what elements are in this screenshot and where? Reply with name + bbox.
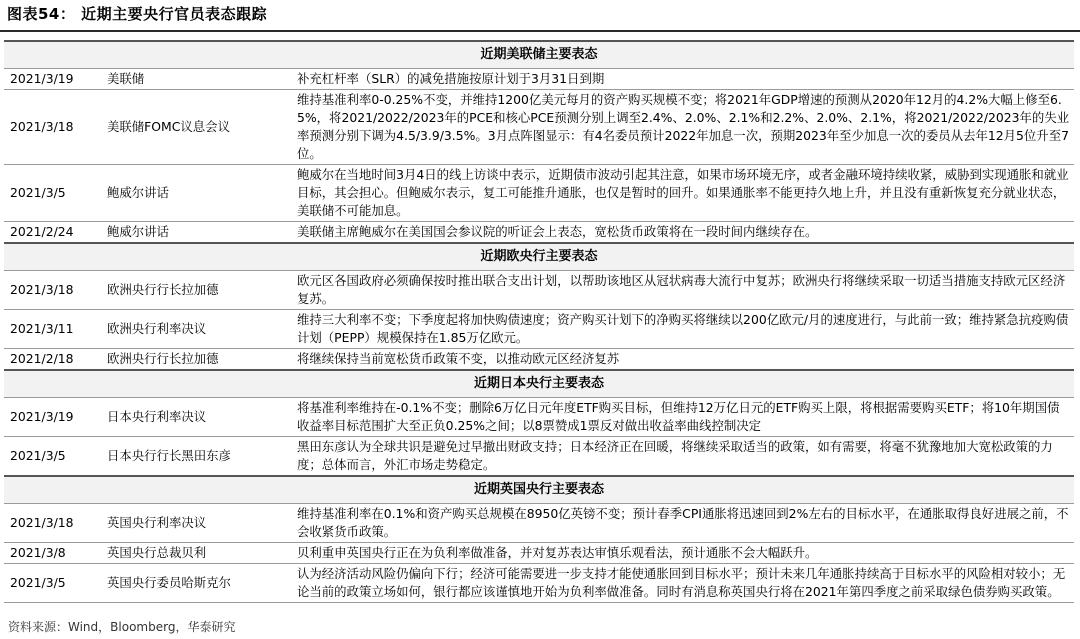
row-content: 维持基准利率在0.1%和资产购买总规模在8950亿英镑不变；预计春季CPI通胀将迅速回到2%左右的目标水平，在通胀取得良好进展之前，不会收紧货币政策。 <box>293 504 1074 543</box>
central-bank-table <box>4 40 1074 603</box>
row-date: 2021/2/18 <box>4 349 101 371</box>
table-row <box>4 398 1074 437</box>
row-date: 2021/3/11 <box>4 310 101 349</box>
row-content: 将继续保持当前宽松货币政策不变，以推动欧元区经济复苏 <box>293 349 1074 371</box>
section-heading: 近期欧央行主要表态 <box>4 243 1074 271</box>
source-note: 资料来源：Wind，Bloomberg，华泰研究 <box>8 620 236 634</box>
section-header-fed <box>4 41 1074 69</box>
row-event: 美联储 <box>101 69 293 90</box>
row-content: 贝利重申英国央行正在为负利率做准备，并对复苏表达审慎乐观看法，预计通胀不会大幅跃升。 <box>293 543 1074 564</box>
table-row <box>4 222 1074 244</box>
row-date: 2021/3/5 <box>4 564 101 603</box>
row-content: 美联储主席鲍威尔在美国国会参议院的听证会上表态，宽松货币政策将在一段时间内继续存在。 <box>293 222 1074 244</box>
table-row <box>4 437 1074 477</box>
row-content: 维持基准利率0-0.25%不变，并维持1200亿美元每月的资产购买规模不变；将2021年GDP增速的预测从2020年12月的4.2%大幅上修至6.5%，将2021/2022/2023年的PCE和核心PCE预测分别上调至2.4%、2.0%、2.1%和2.2%、2.0%、2.1%，将2021/2022/2023年的失业率预测分别下调为4.5/3.9/3.5%。3月点阵图显示：有4名委员预计2022年加息一次，预期2023年至少加息一次的委员从去年12月5位升至7位。 <box>293 90 1074 165</box>
table-row <box>4 504 1074 543</box>
table-row <box>4 349 1074 371</box>
row-event: 英国央行利率决议 <box>101 504 293 543</box>
table-row <box>4 564 1074 603</box>
row-date: 2021/3/8 <box>4 543 101 564</box>
row-event: 欧洲央行利率决议 <box>101 310 293 349</box>
section-heading: 近期英国央行主要表态 <box>4 476 1074 504</box>
table-row <box>4 543 1074 564</box>
section-heading: 近期日本央行主要表态 <box>4 370 1074 398</box>
row-date: 2021/3/18 <box>4 504 101 543</box>
row-date: 2021/3/19 <box>4 69 101 90</box>
row-date: 2021/2/24 <box>4 222 101 244</box>
row-event: 鲍威尔讲话 <box>101 165 293 222</box>
row-date: 2021/3/5 <box>4 437 101 477</box>
row-date: 2021/3/5 <box>4 165 101 222</box>
table-row <box>4 271 1074 310</box>
row-event: 欧洲央行行长拉加德 <box>101 271 293 310</box>
table-row <box>4 90 1074 165</box>
row-event: 日本央行利率决议 <box>101 398 293 437</box>
section-header-boj <box>4 370 1074 398</box>
section-header-ecb <box>4 243 1074 271</box>
row-event: 英国央行总裁贝利 <box>101 543 293 564</box>
section-header-boe <box>4 476 1074 504</box>
row-content: 将基准利率维持在-0.1%不变；删除6万亿日元年度ETF购买目标，但维持12万亿日元的ETF购买上限，将根据需要购买ETF；将10年期国债收益率目标范围扩大至正负0.25%之间；以8票赞成1票反对做出收益率曲线控制决定 <box>293 398 1074 437</box>
row-content: 黑田东彦认为全球共识是避免过早撤出财政支持；日本经济正在回暖，将继续采取适当的政策，如有需要，将毫不犹豫地加大宽松政策的力度；总体而言，外汇市场走势稳定。 <box>293 437 1074 477</box>
row-content: 欧元区各国政府必须确保按时推出联合支出计划，以帮助该地区从冠状病毒大流行中复苏；欧洲央行将继续采取一切适当措施支持欧元区经济复苏。 <box>293 271 1074 310</box>
row-date: 2021/3/18 <box>4 90 101 165</box>
row-event: 欧洲央行行长拉加德 <box>101 349 293 371</box>
row-content: 鲍威尔在当地时间3月4日的线上访谈中表示，近期债市波动引起其注意，如果市场环境无序，或者金融环境持续收紧，威胁到实现通胀和就业目标，其会担心。但鲍威尔表示，复工可能推升通胀，也仅是暂时的回升。如果通胀率不能更持久地上升，并且没有重新恢复充分就业状态，美联储不可能加息。 <box>293 165 1074 222</box>
row-content: 认为经济活动风险仍偏向下行；经济可能需要进一步支持才能使通胀回到目标水平；预计未来几年通胀持续高于目标水平的风险相对较小；无论当前的政策立场如何，银行都应该谨慎地开始为负利率做准备。同时有消息称英国央行将在2021年第四季度之前采取绿色债券购买政策。 <box>293 564 1074 603</box>
row-content: 补充杠杆率（SLR）的减免措施按原计划于3月31日到期 <box>293 69 1074 90</box>
title-divider <box>0 30 1080 32</box>
row-date: 2021/3/19 <box>4 398 101 437</box>
section-heading: 近期美联储主要表态 <box>4 41 1074 69</box>
table-row <box>4 165 1074 222</box>
row-content: 维持三大利率不变；下季度起将加快购债速度；资产购买计划下的净购买将继续以200亿欧元/月的速度进行，与此前一致；维持紧急抗疫购债计划（PEPP）规模保持在1.85万亿欧元。 <box>293 310 1074 349</box>
table-row <box>4 69 1074 90</box>
row-event: 英国央行委员哈斯克尔 <box>101 564 293 603</box>
figure-title: 图表54： 近期主要央行官员表态跟踪 <box>7 5 268 23</box>
table-row <box>4 310 1074 349</box>
row-event: 美联储FOMC议息会议 <box>101 90 293 165</box>
row-event: 鲍威尔讲话 <box>101 222 293 244</box>
row-date: 2021/3/18 <box>4 271 101 310</box>
row-event: 日本央行行长黑田东彦 <box>101 437 293 477</box>
